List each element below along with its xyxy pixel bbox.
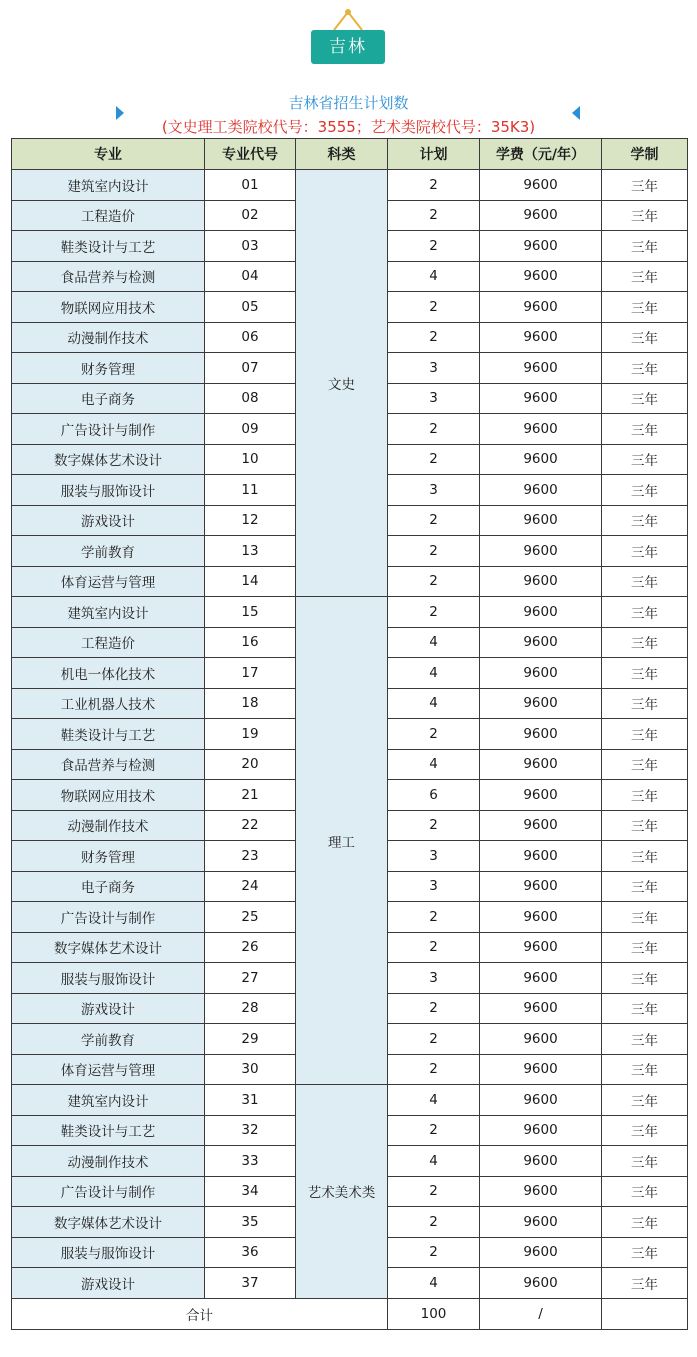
fee-cell: 9600 <box>480 993 602 1024</box>
fee-cell: 9600 <box>480 932 602 963</box>
fee-cell: 9600 <box>480 231 602 262</box>
plan-cell: 2 <box>388 902 480 933</box>
page-subtitle: (文史理工类院校代号：3555；艺术类院校代号：35K3) <box>161 118 536 136</box>
page-title: 吉林省招生计划数 <box>288 94 409 112</box>
code-cell: 35 <box>205 1207 296 1238</box>
duration-cell: 三年 <box>602 383 688 414</box>
plan-cell: 4 <box>388 749 480 780</box>
fee-cell: 9600 <box>480 414 602 445</box>
plan-cell: 3 <box>388 871 480 902</box>
plan-cell: 4 <box>388 627 480 658</box>
plan-cell: 3 <box>388 383 480 414</box>
total-plan-cell: 100 <box>388 1298 480 1329</box>
total-row <box>12 1298 688 1329</box>
plan-cell: 2 <box>388 292 480 323</box>
major-cell: 物联网应用技术 <box>12 292 205 323</box>
major-cell: 建筑室内设计 <box>12 597 205 628</box>
major-cell: 数字媒体艺术设计 <box>12 932 205 963</box>
fee-cell: 9600 <box>480 1024 602 1055</box>
fee-cell: 9600 <box>480 1207 602 1238</box>
major-cell: 游戏设计 <box>12 993 205 1024</box>
plan-cell: 4 <box>388 688 480 719</box>
major-cell: 工程造价 <box>12 200 205 231</box>
duration-cell: 三年 <box>602 1207 688 1238</box>
code-cell: 09 <box>205 414 296 445</box>
fee-cell: 9600 <box>480 841 602 872</box>
duration-cell: 三年 <box>602 536 688 567</box>
plan-cell: 2 <box>388 505 480 536</box>
duration-cell: 三年 <box>602 871 688 902</box>
code-cell: 26 <box>205 932 296 963</box>
code-cell: 02 <box>205 200 296 231</box>
fee-cell: 9600 <box>480 322 602 353</box>
header-major: 专业 <box>12 139 205 170</box>
fee-cell: 9600 <box>480 1085 602 1116</box>
code-cell: 20 <box>205 749 296 780</box>
plan-cell: 2 <box>388 1054 480 1085</box>
major-cell: 学前教育 <box>12 536 205 567</box>
duration-cell: 三年 <box>602 353 688 384</box>
duration-cell: 三年 <box>602 597 688 628</box>
fee-cell: 9600 <box>480 810 602 841</box>
code-cell: 04 <box>205 261 296 292</box>
duration-cell: 三年 <box>602 475 688 506</box>
major-cell: 数字媒体艺术设计 <box>12 444 205 475</box>
plan-cell: 6 <box>388 780 480 811</box>
plan-cell: 2 <box>388 536 480 567</box>
fee-cell: 9600 <box>480 627 602 658</box>
code-cell: 36 <box>205 1237 296 1268</box>
fee-cell: 9600 <box>480 1237 602 1268</box>
header-code: 专业代号 <box>205 139 296 170</box>
duration-cell: 三年 <box>602 414 688 445</box>
fee-cell: 9600 <box>480 688 602 719</box>
fee-cell: 9600 <box>480 780 602 811</box>
major-cell: 鞋类设计与工艺 <box>12 231 205 262</box>
category-cell: 艺术美术类 <box>296 1085 388 1299</box>
fee-cell: 9600 <box>480 475 602 506</box>
plan-cell: 2 <box>388 200 480 231</box>
plan-cell: 3 <box>388 475 480 506</box>
fee-cell: 9600 <box>480 444 602 475</box>
code-cell: 16 <box>205 627 296 658</box>
duration-cell: 三年 <box>602 780 688 811</box>
code-cell: 06 <box>205 322 296 353</box>
duration-cell: 三年 <box>602 810 688 841</box>
header-category: 科类 <box>296 139 388 170</box>
code-cell: 08 <box>205 383 296 414</box>
major-cell: 服装与服饰设计 <box>12 1237 205 1268</box>
major-cell: 物联网应用技术 <box>12 780 205 811</box>
plan-cell: 3 <box>388 353 480 384</box>
code-cell: 22 <box>205 810 296 841</box>
fee-cell: 9600 <box>480 1176 602 1207</box>
duration-cell: 三年 <box>602 231 688 262</box>
duration-cell: 三年 <box>602 1115 688 1146</box>
major-cell: 游戏设计 <box>12 1268 205 1299</box>
code-cell: 37 <box>205 1268 296 1299</box>
fee-cell: 9600 <box>480 902 602 933</box>
duration-cell: 三年 <box>602 993 688 1024</box>
code-cell: 05 <box>205 292 296 323</box>
major-cell: 机电一体化技术 <box>12 658 205 689</box>
major-cell: 动漫制作技术 <box>12 1146 205 1177</box>
total-label-cell: 合计 <box>12 1298 388 1329</box>
duration-cell: 三年 <box>602 200 688 231</box>
duration-cell: 三年 <box>602 505 688 536</box>
code-cell: 27 <box>205 963 296 994</box>
major-cell: 广告设计与制作 <box>12 1176 205 1207</box>
major-cell: 食品营养与检测 <box>12 749 205 780</box>
table-header-row <box>12 139 688 170</box>
fee-cell: 9600 <box>480 1146 602 1177</box>
major-cell: 建筑室内设计 <box>12 170 205 201</box>
code-cell: 24 <box>205 871 296 902</box>
duration-cell: 三年 <box>602 444 688 475</box>
duration-cell: 三年 <box>602 1268 688 1299</box>
code-cell: 07 <box>205 353 296 384</box>
total-duration-cell <box>602 1298 688 1329</box>
plan-cell: 4 <box>388 658 480 689</box>
code-cell: 33 <box>205 1146 296 1177</box>
code-cell: 11 <box>205 475 296 506</box>
code-cell: 13 <box>205 536 296 567</box>
duration-cell: 三年 <box>602 170 688 201</box>
major-cell: 工业机器人技术 <box>12 688 205 719</box>
code-cell: 03 <box>205 231 296 262</box>
code-cell: 19 <box>205 719 296 750</box>
plan-cell: 2 <box>388 1115 480 1146</box>
major-cell: 电子商务 <box>12 383 205 414</box>
major-cell: 财务管理 <box>12 841 205 872</box>
region-sign <box>311 6 387 64</box>
fee-cell: 9600 <box>480 597 602 628</box>
fee-cell: 9600 <box>480 566 602 597</box>
header-fee: 学费（元/年） <box>480 139 602 170</box>
code-cell: 15 <box>205 597 296 628</box>
code-cell: 29 <box>205 1024 296 1055</box>
code-cell: 10 <box>205 444 296 475</box>
fee-cell: 9600 <box>480 170 602 201</box>
code-cell: 17 <box>205 658 296 689</box>
major-cell: 动漫制作技术 <box>12 322 205 353</box>
duration-cell: 三年 <box>602 261 688 292</box>
plan-cell: 4 <box>388 1146 480 1177</box>
duration-cell: 三年 <box>602 1085 688 1116</box>
header-duration: 学制 <box>602 139 688 170</box>
code-cell: 28 <box>205 993 296 1024</box>
total-fee-cell: / <box>480 1298 602 1329</box>
duration-cell: 三年 <box>602 932 688 963</box>
plan-cell: 2 <box>388 322 480 353</box>
duration-cell: 三年 <box>602 1024 688 1055</box>
plan-cell: 2 <box>388 932 480 963</box>
plan-cell: 2 <box>388 810 480 841</box>
enrollment-plan-table <box>11 138 688 1330</box>
fee-cell: 9600 <box>480 719 602 750</box>
plan-cell: 2 <box>388 414 480 445</box>
plan-cell: 2 <box>388 1207 480 1238</box>
fee-cell: 9600 <box>480 200 602 231</box>
region-label: 吉林 <box>329 37 367 57</box>
duration-cell: 三年 <box>602 322 688 353</box>
duration-cell: 三年 <box>602 627 688 658</box>
major-cell: 体育运营与管理 <box>12 566 205 597</box>
header-plan: 计划 <box>388 139 480 170</box>
plan-cell: 4 <box>388 1268 480 1299</box>
major-cell: 游戏设计 <box>12 505 205 536</box>
code-cell: 14 <box>205 566 296 597</box>
plan-cell: 2 <box>388 719 480 750</box>
code-cell: 30 <box>205 1054 296 1085</box>
duration-cell: 三年 <box>602 749 688 780</box>
duration-cell: 三年 <box>602 902 688 933</box>
table-row <box>12 597 688 628</box>
major-cell: 服装与服饰设计 <box>12 963 205 994</box>
fee-cell: 9600 <box>480 658 602 689</box>
code-cell: 01 <box>205 170 296 201</box>
major-cell: 财务管理 <box>12 353 205 384</box>
major-cell: 鞋类设计与工艺 <box>12 719 205 750</box>
plan-cell: 3 <box>388 841 480 872</box>
duration-cell: 三年 <box>602 963 688 994</box>
plan-cell: 3 <box>388 963 480 994</box>
major-cell: 动漫制作技术 <box>12 810 205 841</box>
duration-cell: 三年 <box>602 292 688 323</box>
plan-cell: 2 <box>388 566 480 597</box>
major-cell: 食品营养与检测 <box>12 261 205 292</box>
plan-cell: 2 <box>388 231 480 262</box>
fee-cell: 9600 <box>480 353 602 384</box>
code-cell: 18 <box>205 688 296 719</box>
duration-cell: 三年 <box>602 688 688 719</box>
fee-cell: 9600 <box>480 1054 602 1085</box>
major-cell: 学前教育 <box>12 1024 205 1055</box>
category-cell: 文史 <box>296 170 388 597</box>
major-cell: 体育运营与管理 <box>12 1054 205 1085</box>
table-body <box>12 170 688 1330</box>
fee-cell: 9600 <box>480 1115 602 1146</box>
plan-cell: 2 <box>388 170 480 201</box>
category-cell: 理工 <box>296 597 388 1085</box>
code-cell: 21 <box>205 780 296 811</box>
code-cell: 12 <box>205 505 296 536</box>
fee-cell: 9600 <box>480 383 602 414</box>
fee-cell: 9600 <box>480 1268 602 1299</box>
plan-cell: 2 <box>388 1176 480 1207</box>
code-cell: 32 <box>205 1115 296 1146</box>
duration-cell: 三年 <box>602 1146 688 1177</box>
fee-cell: 9600 <box>480 749 602 780</box>
table-row <box>12 1085 688 1116</box>
plan-cell: 2 <box>388 1024 480 1055</box>
plan-cell: 4 <box>388 261 480 292</box>
plan-cell: 4 <box>388 1085 480 1116</box>
major-cell: 广告设计与制作 <box>12 902 205 933</box>
major-cell: 工程造价 <box>12 627 205 658</box>
major-cell: 广告设计与制作 <box>12 414 205 445</box>
fee-cell: 9600 <box>480 963 602 994</box>
fee-cell: 9600 <box>480 292 602 323</box>
duration-cell: 三年 <box>602 1237 688 1268</box>
fee-cell: 9600 <box>480 261 602 292</box>
plan-cell: 2 <box>388 1237 480 1268</box>
plan-cell: 2 <box>388 444 480 475</box>
duration-cell: 三年 <box>602 658 688 689</box>
fee-cell: 9600 <box>480 871 602 902</box>
duration-cell: 三年 <box>602 841 688 872</box>
plan-cell: 2 <box>388 597 480 628</box>
fee-cell: 9600 <box>480 505 602 536</box>
duration-cell: 三年 <box>602 1054 688 1085</box>
duration-cell: 三年 <box>602 719 688 750</box>
major-cell: 电子商务 <box>12 871 205 902</box>
plan-cell: 2 <box>388 993 480 1024</box>
major-cell: 服装与服饰设计 <box>12 475 205 506</box>
duration-cell: 三年 <box>602 566 688 597</box>
table-row <box>12 170 688 201</box>
code-cell: 25 <box>205 902 296 933</box>
duration-cell: 三年 <box>602 1176 688 1207</box>
major-cell: 建筑室内设计 <box>12 1085 205 1116</box>
major-cell: 鞋类设计与工艺 <box>12 1115 205 1146</box>
code-cell: 23 <box>205 841 296 872</box>
code-cell: 34 <box>205 1176 296 1207</box>
code-cell: 31 <box>205 1085 296 1116</box>
fee-cell: 9600 <box>480 536 602 567</box>
major-cell: 数字媒体艺术设计 <box>12 1207 205 1238</box>
